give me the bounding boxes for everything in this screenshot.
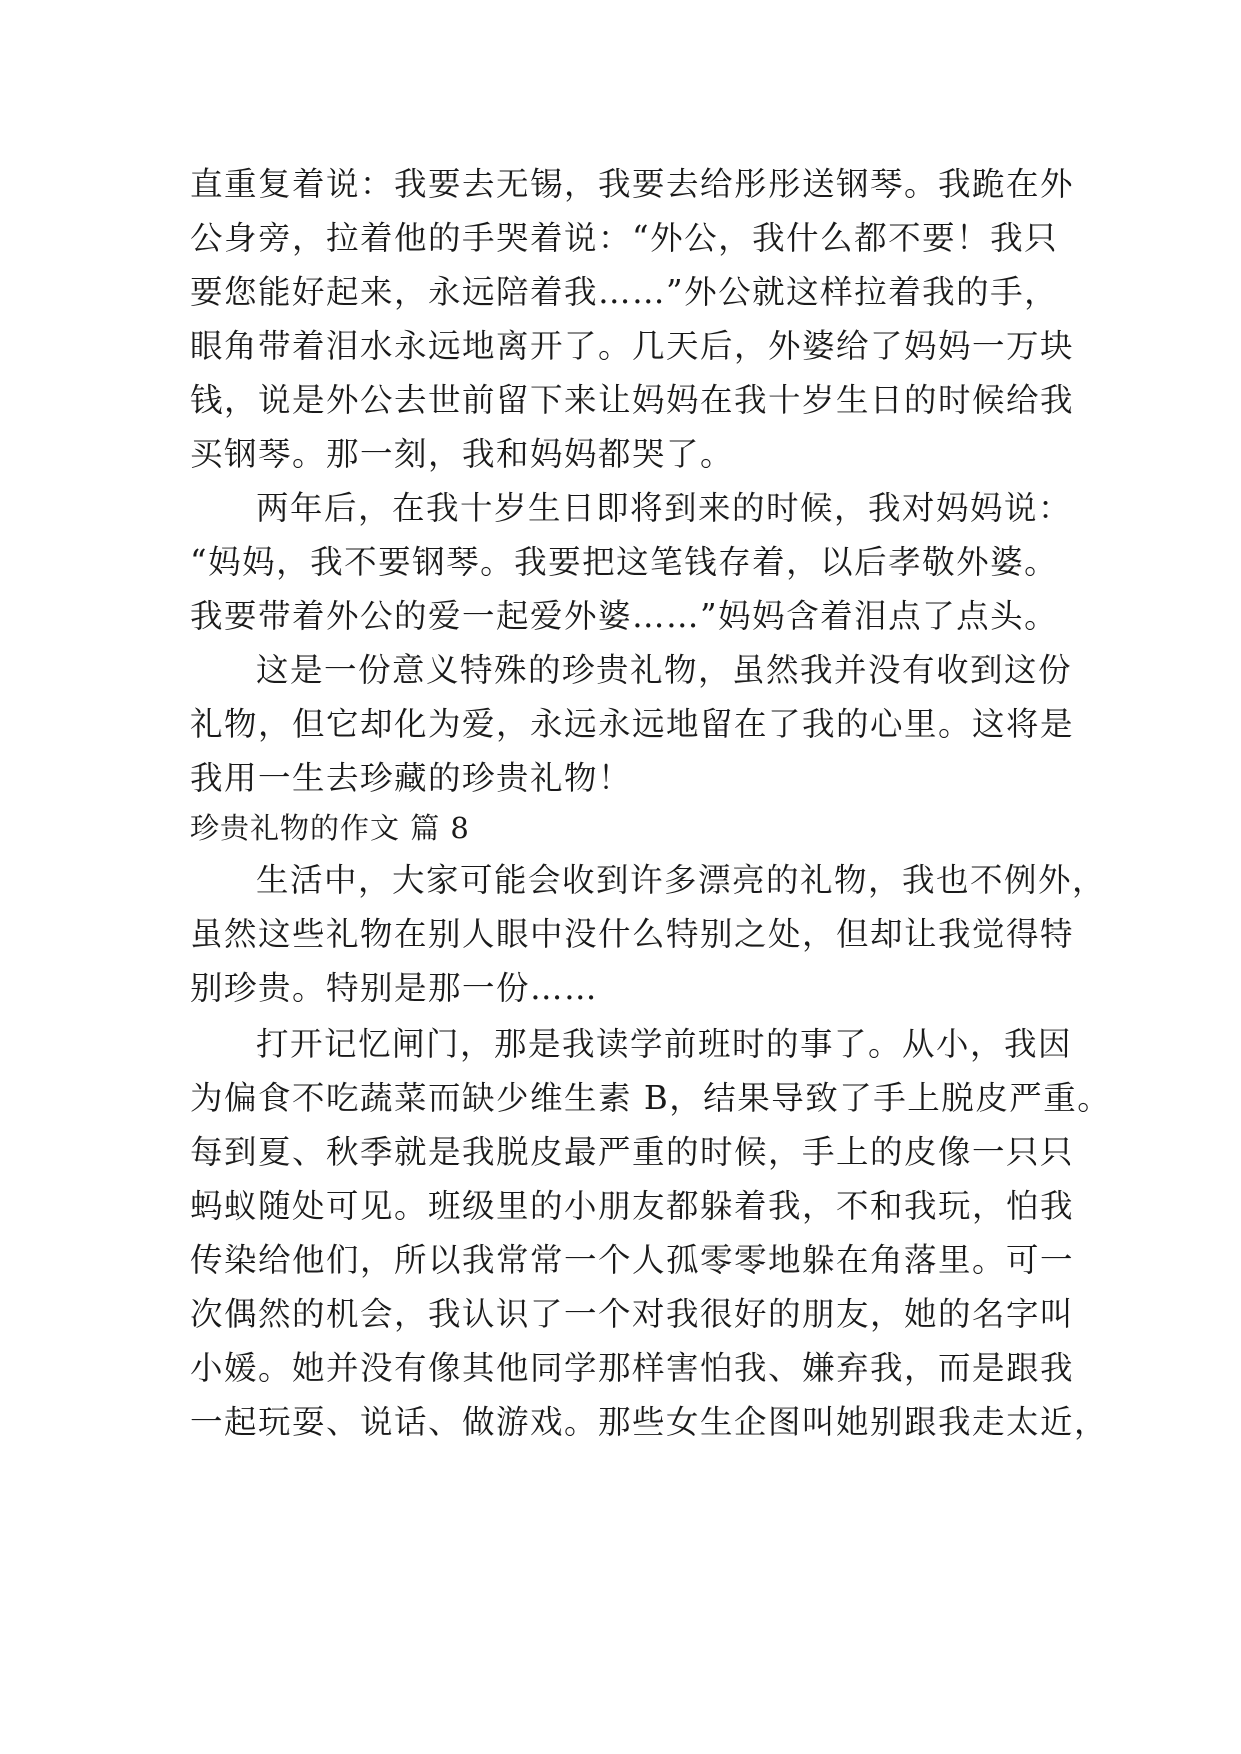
text-line: 蚂蚁随处可见。班级里的小朋友都躲着我，不和我玩，怕我: [190, 1187, 1075, 1225]
paragraph-first-line: 生活中，大家可能会收到许多漂亮的礼物，我也不例外，: [256, 861, 1107, 899]
text-line: 虽然这些礼物在别人眼中没什么特别之处，但却让我觉得特: [190, 915, 1075, 953]
text-line: 小媛。她并没有像其他同学那样害怕我、嫌弃我，而是跟我: [190, 1349, 1075, 1387]
text-line: 买钢琴。那一刻，我和妈妈都哭了。: [190, 435, 735, 473]
text-line: 我要带着外公的爱一起爱外婆……”妈妈含着泪点了点头。: [190, 597, 1059, 635]
text-line: 传染给他们，所以我常常一个人孤零零地躲在角落里。可一: [190, 1241, 1075, 1279]
text-line: 别珍贵。特别是那一份……: [190, 969, 599, 1007]
text-line: 眼角带着泪水永远地离开了。几天后，外婆给了妈妈一万块: [190, 327, 1075, 365]
text-line: 为偏食不吃蔬菜而缺少维生素 B，结果导致了手上脱皮严重。: [190, 1079, 1112, 1117]
text-line: 我用一生去珍藏的珍贵礼物！: [190, 759, 633, 797]
paragraph-first-line: 这是一份意义特殊的珍贵礼物，虽然我并没有收到这份: [256, 651, 1073, 689]
text-line: “妈妈，我不要钢琴。我要把这笔钱存着，以后孝敬外婆。: [190, 543, 1059, 581]
text-line: 要您能好起来，永远陪着我……”外公就这样拉着我的手，: [190, 273, 1059, 311]
paragraph-first-line: 打开记忆闸门，那是我读学前班时的事了。从小，我因: [256, 1025, 1073, 1063]
section-heading: 珍贵礼物的作文 篇 8: [190, 811, 470, 845]
text-line: 每到夏、秋季就是我脱皮最严重的时候，手上的皮像一只只: [190, 1133, 1075, 1171]
text-line: 一起玩耍、说话、做游戏。那些女生企图叫她别跟我走太近，: [190, 1403, 1109, 1441]
text-line: 次偶然的机会，我认识了一个对我很好的朋友，她的名字叫: [190, 1295, 1075, 1333]
text-line: 钱，说是外公去世前留下来让妈妈在我十岁生日的时候给我: [190, 381, 1075, 419]
paragraph-first-line: 两年后，在我十岁生日即将到来的时候，我对妈妈说：: [256, 489, 1073, 527]
text-line: 直重复着说：我要去无锡，我要去给彤彤送钢琴。我跪在外: [190, 165, 1075, 203]
text-line: 公身旁，拉着他的手哭着说：“外公，我什么都不要！我只: [190, 219, 1059, 257]
text-line: 礼物，但它却化为爱，永远永远地留在了我的心里。这将是: [190, 705, 1075, 743]
